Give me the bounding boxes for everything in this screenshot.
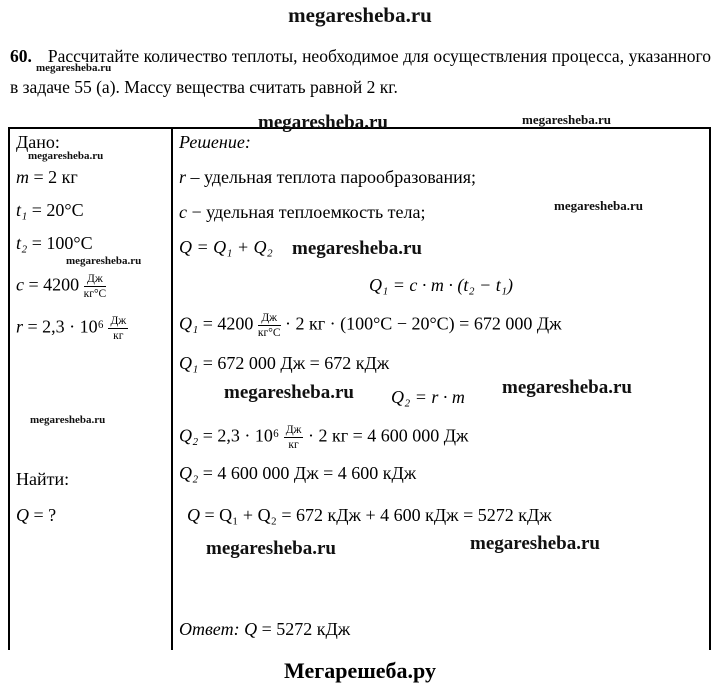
q2-calc-frac-den: кг — [288, 439, 299, 452]
watermark-bottom-left: megaresheba.ru — [206, 538, 336, 559]
site-footer: Мегарешеба.ру — [283, 658, 436, 683]
watermark-problem: megaresheba.ru — [36, 62, 112, 74]
given-c — [16, 272, 106, 302]
q1-calc-post: · 2 кг · (100°C − 20°C) = 672 000 Дж — [280, 313, 562, 334]
find-var: Q — [16, 505, 29, 525]
q1-calc-frac-num: Дж — [258, 311, 281, 326]
equation-q-sum-text: Q = Q₁ + Q₂ — [179, 237, 273, 257]
equation-q2-convert — [179, 463, 416, 484]
q2-calc-post: · 2 кг = 4 600 000 Дж — [303, 425, 469, 446]
given-column — [10, 129, 173, 650]
equation-q2-formula — [391, 387, 465, 408]
equation-q1-convert — [179, 353, 389, 374]
watermark-after-qsum: megaresheba.ru — [292, 238, 422, 259]
q2-convert-var: Q₂ — [179, 463, 199, 483]
q-total-var: Q — [187, 505, 200, 525]
q2-calc-var: Q₂ — [179, 425, 199, 446]
equation-q1-calc — [179, 311, 562, 341]
answer-label: Ответ: — [179, 619, 245, 639]
problem-text: Рассчитайте количество теплоты, необходимое для осуществления процесса, указанного в задаче 55 (а). Массу вещества считать равной 2 кг. — [10, 46, 711, 97]
given-mass-var: m — [16, 167, 29, 187]
find-label-text: Найти: — [16, 469, 70, 489]
watermark-bottom-right: megaresheba.ru — [470, 533, 600, 554]
given-t2-var: t₂ — [16, 233, 28, 253]
answer-rest: = 5272 кДж — [257, 619, 351, 639]
equation-q1-formula-text: Q₁ = c · m · (t₂ − t₁) — [368, 275, 514, 295]
q2-calc-fraction — [284, 423, 304, 453]
solution-title-text: Решение: — [179, 132, 251, 152]
definition-c — [179, 202, 426, 223]
equation-q1-formula — [173, 275, 709, 296]
q1-convert-rest: = 672 000 Дж = 672 кДж — [198, 353, 390, 373]
q1-calc-frac-den: кг°C — [257, 327, 281, 340]
given-t1-var: t₁ — [16, 200, 28, 220]
given-c-fraction — [84, 272, 107, 302]
equation-q2-formula-text: Q₂ = r · m — [391, 387, 465, 407]
q2-convert-rest: = 4 600 000 Дж = 4 600 кДж — [198, 463, 417, 483]
find-value — [16, 505, 56, 526]
given-c-rest: = 4200 — [24, 274, 84, 295]
given-r-var: r — [16, 316, 24, 337]
definition-c-text: − удельная теплоемкость тела; — [187, 202, 426, 222]
watermark-given-1: megaresheba.ru — [28, 150, 104, 162]
q1-convert-var: Q₁ — [179, 353, 199, 373]
given-r-fraction — [108, 314, 128, 344]
given-c-frac-den: кг°C — [83, 288, 107, 301]
given-mass — [16, 167, 78, 188]
given-c-frac-num: Дж — [84, 272, 107, 287]
problem-statement — [10, 41, 711, 103]
find-label — [16, 469, 69, 490]
given-r-rest: = 2,3 · 10⁶ — [23, 316, 109, 337]
given-r — [16, 314, 128, 344]
given-t2-rest: = 100°C — [27, 233, 93, 253]
find-rest: = ? — [29, 505, 57, 525]
given-r-frac-den: кг — [113, 330, 124, 343]
q1-calc-fraction — [258, 311, 281, 341]
q2-calc-frac-num: Дж — [284, 423, 304, 438]
watermark-top: megaresheba.ru — [288, 3, 432, 27]
watermark-solution-header: megaresheba.ru — [258, 112, 388, 133]
watermark-given-3: megaresheba.ru — [30, 414, 106, 426]
q2-calc-pre: = 2,3 · 10⁶ — [198, 425, 284, 446]
given-t1-rest: = 20°C — [27, 200, 84, 220]
solution-title — [179, 132, 251, 153]
definition-c-var: c — [179, 202, 187, 222]
q1-calc-pre: = 4200 — [198, 313, 258, 334]
answer-line — [179, 619, 350, 640]
watermark-header-right: megaresheba.ru — [522, 112, 611, 127]
watermark-given-2: megaresheba.ru — [66, 255, 142, 267]
watermark-right-side: megaresheba.ru — [554, 198, 643, 213]
answer-var: Q — [244, 619, 258, 639]
definition-r-text: – удельная теплота парообразования; — [186, 167, 477, 187]
given-r-frac-num: Дж — [108, 314, 128, 329]
given-c-var: c — [16, 274, 24, 295]
definition-r-var: r — [179, 167, 187, 187]
problem-number: 60. — [10, 46, 32, 66]
equation-q2-calc — [179, 423, 468, 453]
given-title-text: Дано: — [16, 132, 60, 152]
given-t2 — [16, 233, 93, 254]
q-total-rest: = Q₁ + Q₂ = 672 кДж + 4 600 кДж = 5272 кДж — [200, 505, 552, 525]
watermark-q2-left: megaresheba.ru — [224, 382, 354, 403]
watermark-q2-right: megaresheba.ru — [502, 377, 632, 398]
equation-q-total — [187, 505, 552, 526]
q1-calc-var: Q₁ — [179, 313, 199, 334]
definition-r — [179, 167, 476, 188]
given-t1 — [16, 200, 84, 221]
equation-q-sum — [179, 237, 273, 258]
given-mass-rest: = 2 кг — [29, 167, 78, 187]
